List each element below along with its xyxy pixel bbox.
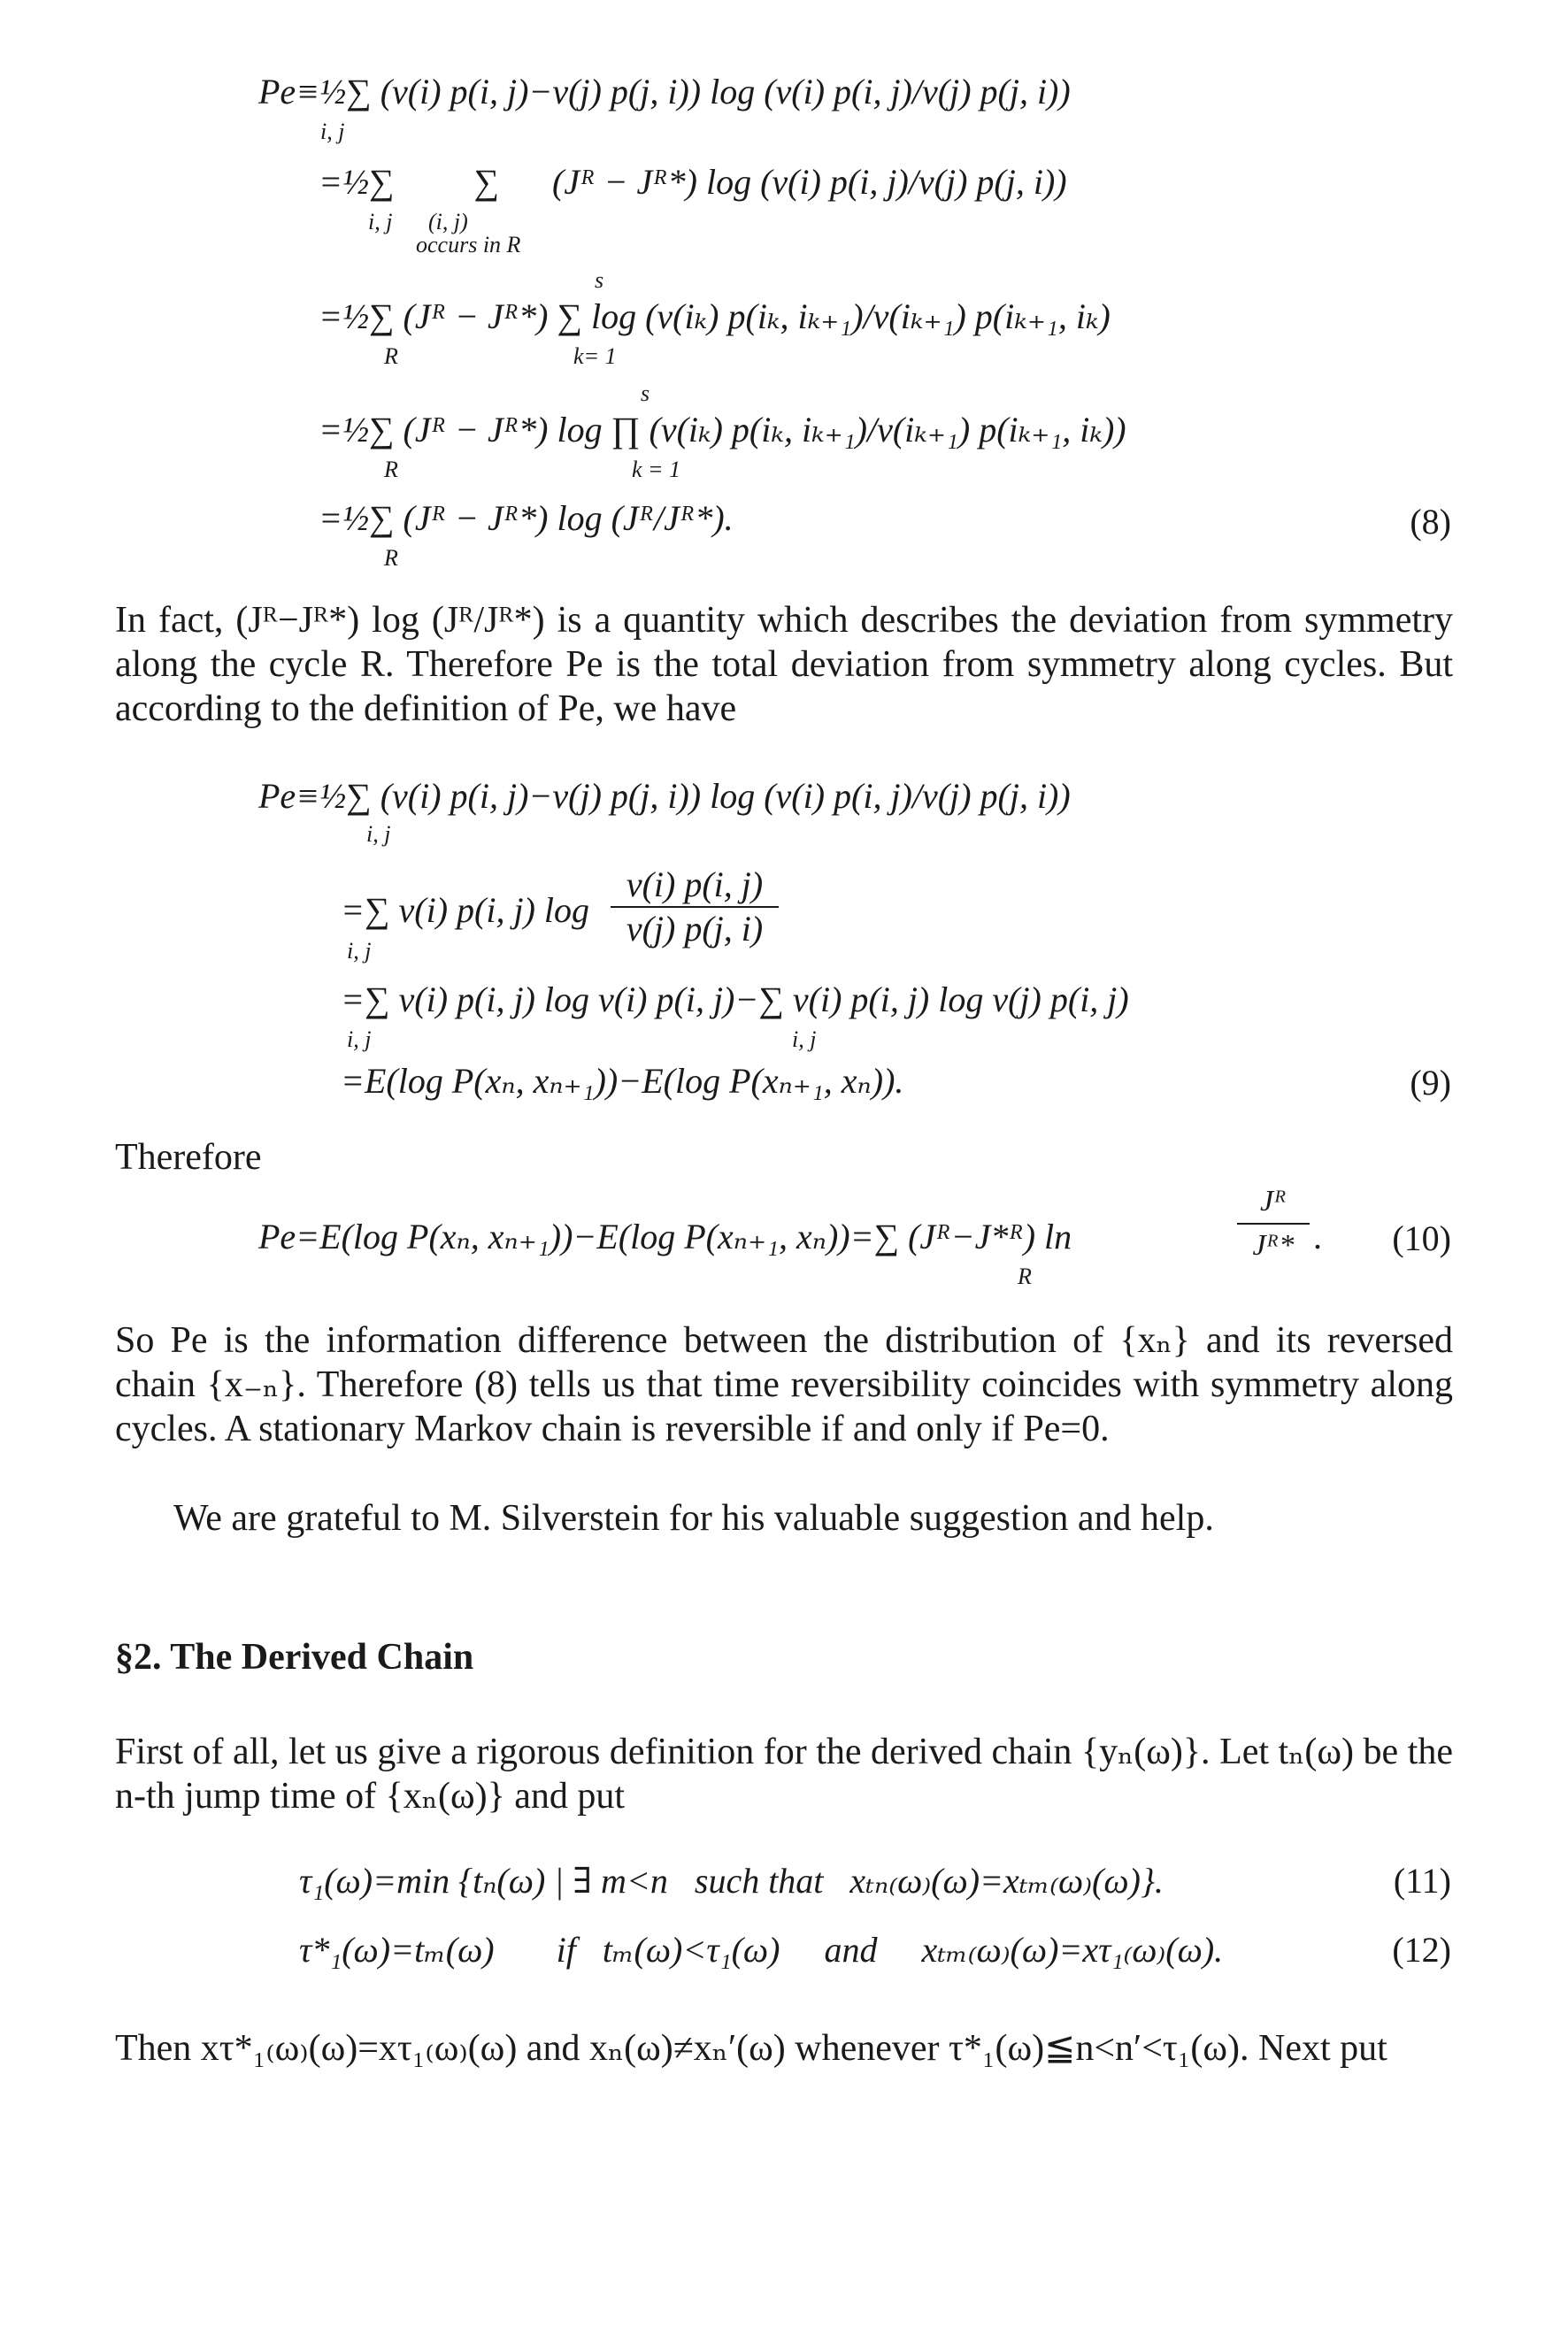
eq8-line-4: =½∑ (Jᴿ − Jᴿ*) log ∏ (v(iₖ) p(iₖ, iₖ₊₁)/v(iₖ₊₁) p(iₖ₊₁, iₖ)) — [319, 410, 1126, 449]
fraction-bar — [1237, 1223, 1310, 1225]
eq8-line-3-subscript-k: k= 1 — [573, 343, 617, 369]
section-heading: §2. The Derived Chain — [115, 1637, 474, 1678]
eq9-line-2: =∑ v(i) p(i, j) log — [341, 890, 589, 930]
eq8-line-5: =½∑ (Jᴿ − Jᴿ*) log (Jᴿ/Jᴿ*). — [319, 498, 734, 538]
eq10-fraction — [1237, 1182, 1310, 1265]
eq9-fraction — [611, 865, 779, 949]
eq8-line-3: =½∑ (Jᴿ − Jᴿ*) ∑ log (v(iₖ) p(iₖ, iₖ₊₁)/v(iₖ₊₁) p(iₖ₊₁, iₖ) — [319, 296, 1111, 336]
eq9-line-3: =∑ v(i) p(i, j) log v(i) p(i, j)−∑ v(i) p(i, j) log v(j) p(i, j) — [341, 980, 1129, 1019]
eq12-text: τ*₁(ω)=tₘ(ω) if tₘ(ω)<τ₁(ω) and xₜₘ₍ω₎(ω)=xτ₁₍ω₎(ω). — [299, 1930, 1224, 1970]
eq9-fraction-denominator: v(j) p(j, i) — [626, 909, 764, 949]
eq9-line-3-subscript-a: i, j — [347, 1026, 372, 1052]
eq10-subscript: R — [1018, 1264, 1032, 1289]
equation-number-9: (9) — [1410, 1063, 1451, 1103]
eq9-line-1-subscript: i, j — [366, 821, 391, 847]
eq8-line-3-superscript: s — [595, 267, 604, 293]
therefore-label: Therefore — [115, 1137, 262, 1178]
paragraph-then: Then xτ*₁₍ω₎(ω)=xτ₁₍ω₎(ω) and xₙ(ω)≠xₙ′(ω) whenever τ*₁(ω)≦n<n′<τ₁(ω). Next put — [115, 2028, 1387, 2069]
equation-number-11: (11) — [1393, 1861, 1451, 1901]
eq8-line-5-subscript: R — [384, 545, 398, 571]
eq10-lead: Pe=E(log P(xₙ, xₙ₊₁))−E(log P(xₙ₊₁, xₙ))=∑ (Jᴿ−J*ᴿ) ln — [258, 1217, 1072, 1256]
equation-number-10: (10) — [1392, 1218, 1451, 1258]
eq9-line-2-subscript: i, j — [347, 938, 372, 964]
equation-number-12: (12) — [1392, 1930, 1451, 1970]
paragraph-deviation: In fact, (Jᴿ−Jᴿ*) log (Jᴿ/Jᴿ*) is a quantity which describes the deviation from symmetry along the cycle R. Therefore Pe is the total deviation from symmetry along cycles. But according to the definition of Pe, we have — [115, 600, 1453, 729]
paragraph-information-difference: So Pe is the information difference between the distribution of {xₙ} and its reversed chain {x₋ₙ}. Therefore (8) tells us that time reversibility coincides with symmetry along cycles. A stationary Markov chain is reversible if and only if Pe=0. — [115, 1320, 1453, 1449]
eq11-text: τ₁(ω)=min {tₙ(ω) | ∃ m<n such that xₜₙ₍ω₎(ω)=xₜₘ₍ω₎(ω)}. — [299, 1861, 1164, 1901]
fraction-bar — [611, 906, 779, 908]
eq8-line-4-superscript: s — [641, 380, 650, 406]
eq10-fraction-denominator: Jᴿ* — [1252, 1229, 1295, 1262]
eq8-line-4-subscript-k: k = 1 — [632, 457, 681, 482]
eq8-line-1-subscript: i, j — [320, 119, 345, 144]
eq8-line-1: Pe≡½∑ (v(i) p(i, j)−v(j) p(j, i)) log (v(i) p(i, j)/v(j) p(j, i)) — [258, 72, 1071, 111]
eq9-line-3-subscript-b: i, j — [792, 1026, 817, 1052]
eq9-fraction-numerator: v(i) p(i, j) — [626, 864, 764, 904]
eq9-line-1: Pe≡½∑ (v(i) p(i, j)−v(j) p(j, i)) log (v(i) p(i, j)/v(j) p(j, i)) — [258, 776, 1071, 816]
eq10-period: . — [1313, 1217, 1322, 1256]
equation-number-8: (8) — [1410, 502, 1451, 542]
eq10-fraction-numerator: Jᴿ — [1260, 1185, 1287, 1218]
paragraph-derived-chain-definition: First of all, let us give a rigorous definition for the derived chain {yₙ(ω)}. Let tₙ(ω) be the n-th jump time of {xₙ(ω)} and put — [115, 1732, 1453, 1817]
eq8-line-2: =½∑ ∑ (Jᴿ − Jᴿ*) log (v(i) p(i, j)/v(j) p(j, i)) — [319, 162, 1067, 202]
eq8-line-2-subscript-occurs: occurs in R — [416, 232, 521, 257]
eq8-line-2-subscript-pair: (i, j) — [428, 209, 468, 234]
eq8-line-2-subscript-ij: i, j — [368, 209, 393, 234]
eq8-line-3-subscript-R: R — [384, 343, 398, 369]
eq8-line-4-subscript-R: R — [384, 457, 398, 482]
acknowledgement: We are grateful to M. Silverstein for his valuable suggestion and help. — [173, 1498, 1214, 1539]
eq9-line-4: =E(log P(xₙ, xₙ₊₁))−E(log P(xₙ₊₁, xₙ)). — [341, 1061, 904, 1101]
